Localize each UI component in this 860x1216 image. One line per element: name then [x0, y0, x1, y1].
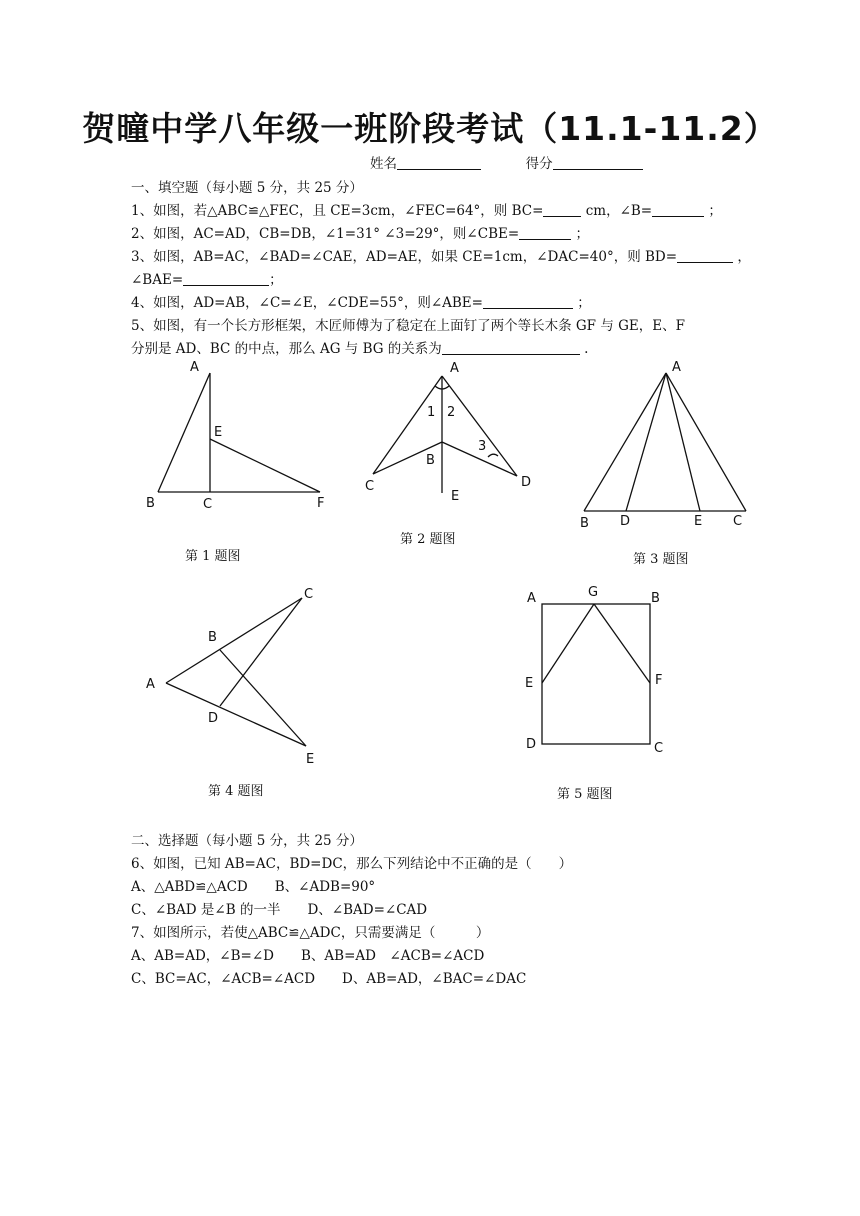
q1-blank-b	[652, 203, 704, 217]
fig2-label-b: B	[426, 453, 435, 468]
q1-text-c: ；	[708, 203, 722, 219]
fig3-label-d: D	[620, 514, 631, 529]
score-blank	[553, 156, 643, 170]
figure-1-diagram	[130, 355, 350, 520]
figure-2-caption: 第 2 题图	[400, 532, 456, 547]
score-label: 得分	[525, 156, 553, 172]
question-7: 7、如图所示，若使△ABC≌△ADC，只需要满足（ ）	[131, 925, 490, 941]
figure-5-caption: 第 5 题图	[557, 787, 613, 802]
fig2-label-a: A	[450, 361, 459, 376]
fig2-label-1: 1	[427, 405, 436, 420]
fig1-label-a: A	[190, 360, 199, 375]
fig5-label-e: E	[525, 676, 534, 691]
fig5-label-c: C	[654, 741, 664, 756]
question-7-options-ab: A、AB=AD，∠B=∠D B、AB=AD ∠ACB=∠ACD	[131, 948, 485, 964]
q4-blank	[483, 295, 573, 309]
question-7-options-cd: C、BC=AC，∠ACB=∠ACD D、AB=AD，∠BAC=∠DAC	[131, 971, 527, 987]
q1-blank-bc	[543, 203, 581, 217]
fig2-label-e: E	[451, 489, 460, 504]
fig3-label-a: A	[672, 360, 681, 375]
figure-2-diagram	[355, 358, 545, 508]
question-1	[131, 199, 722, 219]
question-5-cont	[131, 337, 588, 357]
q3-blank-bae	[183, 272, 269, 286]
name-label: 姓名	[370, 156, 397, 172]
q5-text-b: 分别是 AD、BC 的中点，那么 AG 与 BG 的关系为	[131, 341, 442, 357]
fig5-label-g: G	[588, 585, 599, 600]
name-score-line	[370, 152, 643, 172]
fig1-label-c: C	[203, 497, 213, 512]
q1-text-b: cm，∠B=	[581, 203, 653, 219]
question-2	[131, 222, 589, 242]
q2-text-a: 2、如图，AC=AD，CB=DB，∠1=31° ∠3=29°，则∠CBE=	[131, 226, 520, 242]
fig4-label-c: C	[304, 587, 314, 602]
q5-text-c: .	[584, 341, 589, 357]
fig5-label-d: D	[526, 737, 537, 752]
fig5-label-a: A	[527, 591, 536, 606]
figure-4-diagram	[140, 580, 340, 770]
q5-blank	[442, 341, 580, 355]
question-3-cont	[131, 268, 283, 288]
question-6: 6、如图，已知 AB=AC，BD=DC，那么下列结论中不正确的是（ ）	[131, 856, 573, 872]
fig4-label-b: B	[208, 630, 217, 645]
figure-3-diagram	[570, 355, 760, 535]
question-3	[131, 245, 751, 265]
fig1-label-b: B	[146, 496, 155, 511]
q3-text-c: ∠BAE=	[131, 272, 184, 288]
fig3-label-e: E	[694, 514, 703, 529]
q4-text-a: 4、如图，AD=AB，∠C=∠E，∠CDE=55°，则∠ABE=	[131, 295, 483, 311]
fig5-label-b: B	[651, 591, 660, 606]
q1-text-a: 1、如图，若△ABC≌△FEC，且 CE=3cm，∠FEC=64°，则 BC=	[131, 203, 544, 219]
figure-1-caption: 第 1 题图	[185, 549, 241, 564]
fig2-label-c: C	[365, 479, 375, 494]
name-blank	[397, 156, 481, 170]
figure-5-diagram	[520, 580, 710, 760]
section1-heading: 一、填空题（每小题 5 分，共 25 分）	[131, 180, 363, 196]
fig1-label-e: E	[214, 425, 223, 440]
fig3-label-b: B	[580, 516, 589, 531]
figure-4-caption: 第 4 题图	[208, 784, 264, 799]
question-4	[131, 291, 591, 311]
fig2-label-2: 2	[447, 405, 456, 420]
fig4-label-d: D	[208, 711, 219, 726]
q3-text-d: ；	[269, 272, 283, 288]
q3-blank-bd	[677, 249, 733, 263]
fig1-label-f: F	[317, 496, 325, 511]
q3-text-a: 3、如图，AB=AC，∠BAD=∠CAE，AD=AE，如果 CE=1cm，∠DAC=40°，则 BD=	[131, 249, 678, 265]
fig4-label-e: E	[306, 752, 315, 767]
fig2-label-d: D	[521, 475, 532, 490]
fig3-label-c: C	[733, 514, 743, 529]
question-6-options-ab: A、△ABD≌△ACD B、∠ADB=90°	[131, 879, 376, 895]
page-title: 贺曈中学八年级一班阶段考试（11.1-11.2）	[82, 109, 778, 148]
question-6-options-cd: C、∠BAD 是∠B 的一半 D、∠BAD=∠CAD	[131, 902, 428, 918]
q2-text-b: ；	[575, 226, 589, 242]
q2-blank	[519, 226, 571, 240]
q4-text-b: ；	[577, 295, 591, 311]
section2-heading: 二、选择题（每小题 5 分，共 25 分）	[131, 833, 363, 849]
question-5: 5、如图，有一个长方形框架，木匠师傅为了稳定在上面钉了两个等长木条 GF 与 GE，E、F	[131, 318, 685, 334]
q3-text-b: ，	[737, 249, 751, 265]
fig5-label-f: F	[655, 673, 663, 688]
figure-3-caption: 第 3 题图	[633, 552, 689, 567]
fig2-label-3: 3	[478, 439, 487, 454]
fig4-label-a: A	[146, 677, 155, 692]
